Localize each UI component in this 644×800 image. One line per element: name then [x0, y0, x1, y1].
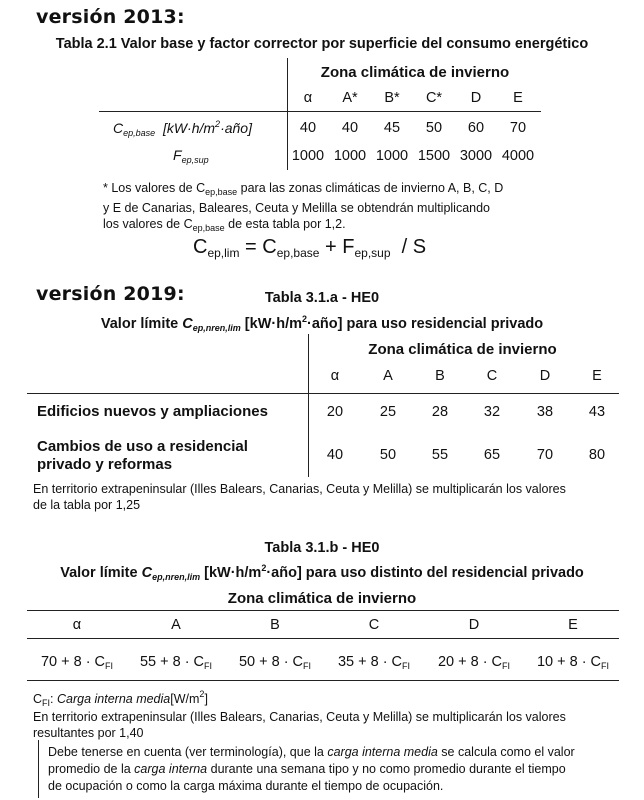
cep-val: 70 — [509, 120, 527, 136]
table-a-val: 65 — [483, 447, 501, 463]
note-table-a-l2: de la tabla por 1,25 — [33, 498, 141, 512]
table-b-val-sub: FI — [105, 661, 114, 671]
table-b-val-sub: FI — [502, 661, 511, 671]
callout-bar — [38, 740, 39, 798]
zone-col-c: C* — [425, 90, 443, 106]
table-a-divider — [308, 334, 309, 477]
table-b-val — [126, 654, 226, 671]
table-a-val: 70 — [536, 447, 554, 463]
note-2013-sub1: ep,base — [205, 187, 238, 197]
zone-col-b: B* — [384, 90, 400, 106]
table-a-zone-header: Zona climática de invierno — [368, 341, 557, 358]
cep-val: 40 — [299, 120, 317, 136]
table-a-val: 55 — [431, 447, 449, 463]
fep-val: 1000 — [291, 148, 325, 164]
cep-subscript: ep,base — [123, 128, 156, 138]
table-b-val — [324, 654, 424, 671]
zone-col-d: D — [539, 368, 551, 384]
cep-unit-exp: 2 — [215, 119, 221, 129]
table-2013-title — [0, 36, 644, 52]
note-table-b-l2: resultantes por 1,40 — [33, 726, 144, 740]
note-2013-l3a: los valores de C — [103, 217, 193, 231]
table-b-title: Tabla 3.1.b - HE0 — [264, 540, 380, 556]
table-b-val-sub: FI — [303, 661, 312, 671]
zone-col-b: B — [270, 617, 280, 633]
table-b-val — [523, 654, 623, 671]
note-2013-l2: y E de Canarias, Baleares, Ceuta y Melilla se obtendrán multiplicando — [103, 201, 491, 215]
row-change-use-label — [37, 438, 248, 474]
table-b-val-text: 50 + 8 · C — [238, 654, 304, 670]
zone-col-alpha: α — [72, 617, 82, 633]
callout-l2b: durante una semana tipo y no como promedio durante el tiempo — [207, 762, 566, 776]
legend-unit: [W/m — [170, 692, 200, 706]
fep-val: 3000 — [459, 148, 493, 164]
table-a-sub-exp: 2 — [302, 314, 308, 324]
legend-unit-exp: 2 — [199, 689, 205, 699]
table-b-sub-var: C — [141, 565, 153, 581]
cep-val: 40 — [341, 120, 359, 136]
legend-c: C — [33, 692, 43, 706]
note-table-b — [33, 709, 633, 741]
table-a-val: 80 — [588, 447, 606, 463]
zone-col-b: B — [435, 368, 445, 384]
note-table-a-l1: En territorio extrapeninsular (Illes Balears, Canarias, Ceuta y Melilla) se multiplicarán los valores — [33, 482, 566, 496]
table-b-val — [27, 654, 127, 671]
zone-col-alpha: α — [303, 90, 313, 106]
table-2013-rule — [99, 111, 541, 112]
formula-f: F — [342, 236, 355, 258]
legend-cfi — [33, 686, 208, 711]
table-b-rule-top — [27, 610, 619, 611]
table-a-val: 20 — [326, 404, 344, 420]
zone-col-d: D — [468, 617, 480, 633]
table-a-rule — [27, 393, 619, 394]
row-change-use-l1: Cambios de uso a residencial — [37, 438, 248, 455]
table-b-sub-post: ·año] para uso distinto del residencial privado — [266, 565, 584, 581]
zone-col-c: C — [486, 368, 498, 384]
table-2013-zone-header: Zona climática de invierno — [320, 64, 510, 81]
table-a-sub-post: ·año] para uso residencial privado — [307, 316, 544, 332]
formula-f-sub: ep,sup — [354, 246, 391, 260]
legend-unit-end: ] — [204, 692, 208, 706]
zone-col-alpha: α — [330, 368, 340, 384]
table-2013-title-text: Tabla 2.1 Valor base y factor corrector por superficie del consumo energético — [55, 36, 589, 52]
formula-plus: + — [325, 236, 337, 258]
table-a-val: 28 — [431, 404, 449, 420]
fep-val: 1000 — [375, 148, 409, 164]
formula-c-base-sub: ep,base — [276, 246, 320, 260]
table-a-title: Tabla 3.1.a - HE0 — [264, 290, 380, 306]
formula-div-s: / S — [401, 236, 427, 258]
row-fep-sup-label — [173, 147, 209, 165]
zone-col-e: E — [592, 368, 602, 384]
heading-2013: versión 2013: — [36, 6, 185, 28]
table-b-val-sub: FI — [402, 661, 411, 671]
callout-l2a: promedio de la — [48, 762, 135, 776]
fep-val: 4000 — [501, 148, 535, 164]
formula-2013 — [193, 236, 426, 260]
formula-c-lim-sub: ep,lim — [207, 246, 240, 260]
table-a-sub-unit: [kW·h/m — [240, 316, 302, 332]
table-b-rule-bottom — [27, 680, 619, 681]
fep-val: 1500 — [417, 148, 451, 164]
formula-c: C — [193, 236, 208, 258]
table-a-val: 43 — [588, 404, 606, 420]
fep-subscript: ep,sup — [181, 155, 209, 165]
fep-val: 1000 — [333, 148, 367, 164]
fep-symbol: F — [173, 147, 182, 163]
table-b-val-text: 70 + 8 · C — [40, 654, 106, 670]
table-a-sub-varsub: ep,nren,lim — [192, 323, 241, 333]
callout-l1-it: carga interna media — [327, 745, 438, 759]
note-2013-sub3: ep,base — [192, 223, 225, 233]
note-table-b-l1: En territorio extrapeninsular (Illes Balears, Canarias, Ceuta y Melilla) se multiplicarán los valores — [33, 710, 566, 724]
table-b-rule-mid — [27, 638, 619, 639]
table-a-val: 38 — [536, 404, 554, 420]
table-b-sub-exp: 2 — [261, 563, 267, 573]
zone-col-a: A — [383, 368, 393, 384]
note-table-a — [33, 481, 633, 513]
callout-l2-it: carga interna — [134, 762, 208, 776]
cep-unit: [kW·h/m — [162, 120, 216, 136]
callout-box — [48, 744, 638, 795]
row-cep-base-label — [113, 119, 252, 138]
row-change-use-l2: privado y reformas — [37, 456, 173, 473]
table-b-val-sub: FI — [204, 661, 213, 671]
zone-col-e: E — [568, 617, 578, 633]
table-b-zone-header: Zona climática de invierno — [227, 590, 417, 607]
table-b-sub-varsub: ep,nren,lim — [152, 572, 201, 582]
table-a-val: 40 — [326, 447, 344, 463]
note-2013 — [103, 180, 553, 236]
zone-col-c: C — [368, 617, 380, 633]
callout-l1b: se calcula como el valor — [437, 745, 575, 759]
cep-symbol: C — [113, 120, 124, 136]
table-b-val-text: 20 + 8 · C — [437, 654, 503, 670]
zone-col-e: E — [513, 90, 523, 106]
table-a-sub-var: C — [182, 316, 193, 332]
cep-val: 60 — [467, 120, 485, 136]
table-b-val-sub: FI — [601, 661, 610, 671]
callout-l1a: Debe tenerse en cuenta (ver terminología), que la — [48, 745, 328, 759]
table-b-subtitle — [0, 563, 644, 582]
cep-unit-end: ·año] — [220, 120, 252, 136]
cep-val: 45 — [383, 120, 401, 136]
cep-val: 50 — [425, 120, 443, 136]
formula-equals: = — [245, 236, 257, 258]
table-a-val: 32 — [483, 404, 501, 420]
formula-c2: C — [262, 236, 277, 258]
note-2013-l3b: de esta tabla por 1,2. — [224, 217, 346, 231]
callout-l3: de ocupación o como la carga máxima durante el tiempo de ocupación. — [48, 779, 444, 793]
table-b-val — [225, 654, 325, 671]
table-b-sub-unit: [kW·h/m — [200, 565, 262, 581]
table-a-subtitle — [0, 314, 644, 333]
table-b-val-text: 10 + 8 · C — [536, 654, 602, 670]
table-b-sub-pre: Valor límite — [60, 565, 142, 581]
heading-2019: versión 2019: — [36, 283, 185, 305]
legend-colon: : — [50, 692, 57, 706]
table-b-val-text: 55 + 8 · C — [139, 654, 205, 670]
note-2013-l1a: * Los valores de C — [103, 181, 206, 195]
table-b-val — [424, 654, 524, 671]
zone-col-a: A — [171, 617, 181, 633]
note-2013-l1b: para las zonas climáticas de invierno A, B, C, D — [237, 181, 504, 195]
legend-italic: Carga interna media — [56, 692, 171, 706]
row-new-buildings-label: Edificios nuevos y ampliaciones — [37, 403, 268, 420]
legend-sub: FI — [42, 698, 51, 708]
table-a-val: 50 — [379, 447, 397, 463]
table-a-val: 25 — [379, 404, 397, 420]
zone-col-d: D — [470, 90, 482, 106]
zone-col-a: A* — [342, 90, 358, 106]
table-b-val-text: 35 + 8 · C — [337, 654, 403, 670]
table-a-sub-pre: Valor límite — [100, 316, 183, 332]
